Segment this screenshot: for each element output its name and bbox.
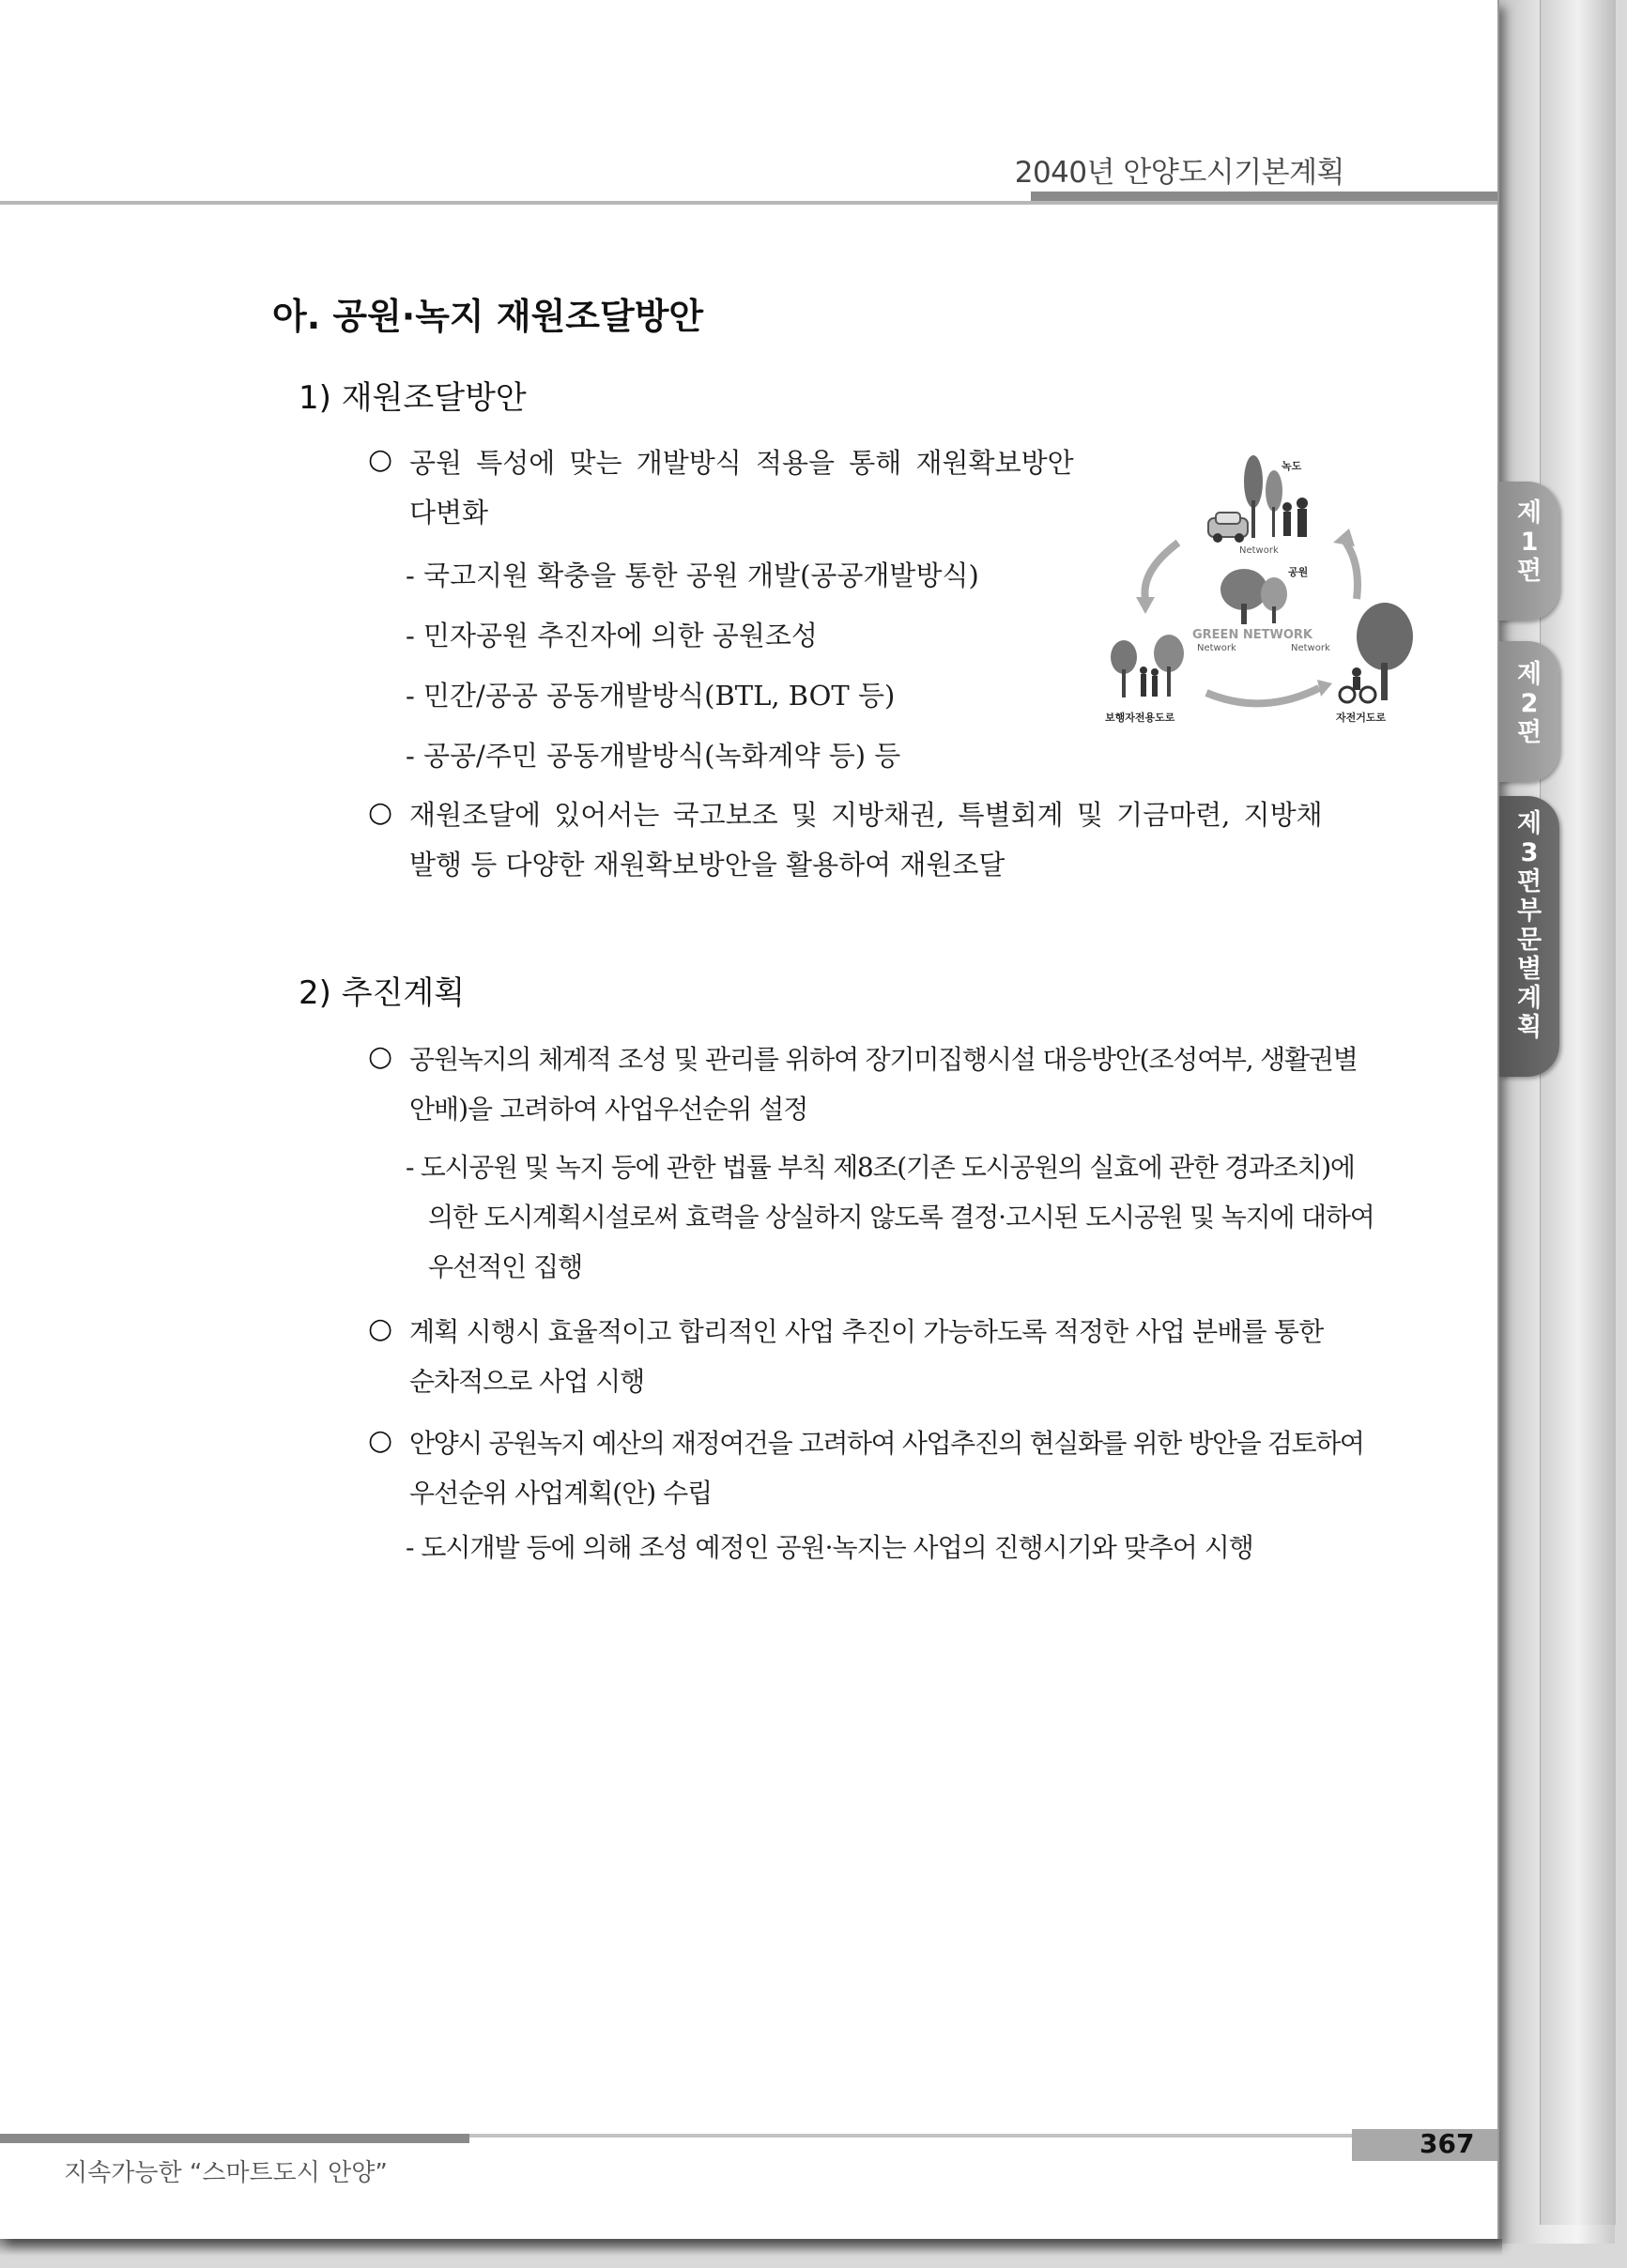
car-icon [1208, 513, 1248, 543]
paragraph: 공원 특성에 맞는 개발방식 적용을 통해 재원확보방안 다변화 [409, 447, 1074, 529]
arrow-bottom-icon [1206, 688, 1319, 703]
tab-part-2[interactable]: 제 2 편 [1499, 641, 1559, 782]
subsection-title-1: 1) 재원조달방안 [299, 379, 527, 417]
tab-part-3[interactable]: 제 3 편 부 문 별 계 획 [1499, 796, 1559, 1077]
bullet-symbol: ○ [368, 1040, 393, 1073]
footer-slogan: 지속가능한 “스마트도시 안양” [64, 2159, 388, 2187]
label-green-network: GREEN NETWORK [1192, 628, 1312, 642]
label-greenway: 녹도 [1282, 460, 1302, 472]
section-title: 아. 공원·녹지 재원조달방안 [272, 296, 704, 337]
dash-item: - 도시개발 등에 의해 조성 예정인 공원·녹지는 사업의 진행시기와 맞추어 시행 [406, 1532, 1253, 1563]
arrowhead-icon [1317, 680, 1332, 697]
header-rule [0, 201, 1497, 205]
tree-row-icon [1111, 635, 1184, 697]
bullet-symbol: ○ [368, 796, 393, 829]
dash-item: - 공공/주민 공동개발방식(녹화계약 등) 등 [406, 740, 901, 772]
label-network-top: Network [1239, 545, 1279, 556]
park-tree-icon [1220, 569, 1287, 624]
label-bicycle-road: 자전거도로 [1336, 712, 1387, 724]
label-park: 공원 [1288, 566, 1309, 578]
dash-item: - 민자공원 추진자에 의한 공원조성 [406, 620, 818, 651]
page-stack-edge [1540, 0, 1616, 2225]
paragraph: 공원녹지의 체계적 조성 및 관리를 위하여 장기미집행시설 대응방안(조성여부, 생활권별 안배)을 고려하여 사업우선순위 설정 [409, 1044, 1358, 1125]
bullet-symbol: ○ [368, 1424, 393, 1457]
page-bottom-shadow [0, 2239, 1502, 2256]
footer-accent-bar [0, 2134, 469, 2143]
label-network-left: Network [1197, 643, 1236, 653]
arrowhead-icon [1136, 597, 1155, 614]
label-network-right: Network [1291, 643, 1330, 653]
arrow-left-icon [1144, 543, 1178, 599]
arrowhead-icon [1333, 529, 1355, 546]
header-title: 2040년 안양도시기본계획 [1014, 156, 1344, 190]
bike-tree-icon [1340, 603, 1413, 702]
arrow-right-icon [1343, 538, 1358, 599]
dash-item: - 국고지원 확충을 통한 공원 개발(공공개발방식) [406, 559, 979, 591]
paragraph: 계획 시행시 효율적이고 합리적인 사업 추진이 가능하도록 적정한 사업 분배를 통한 순차적으로 사업 시행 [409, 1316, 1324, 1397]
people-icon [1282, 498, 1308, 537]
label-pedestrian-road: 보행자전용도로 [1105, 712, 1175, 724]
paragraph: 안양시 공원녹지 예산의 재정여건을 고려하여 사업추진의 현실화를 위한 방안을 검토하여 우선순위 사업계획(안) 수립 [409, 1428, 1364, 1509]
green-network-diagram [1103, 449, 1427, 735]
dash-item: - 민간/공공 공동개발방식(BTL, BOT 등) [406, 680, 896, 712]
header-accent-bar [1031, 192, 1497, 201]
bullet-symbol: ○ [368, 1312, 393, 1345]
bullet-symbol: ○ [368, 443, 393, 476]
tab-part-1[interactable]: 제 1 편 [1499, 482, 1559, 621]
tree-icon [1244, 455, 1282, 538]
paragraph: 재원조달에 있어서는 국고보조 및 지방채권, 특별회계 및 기금마련, 지방채 발행 등 다양한 재원확보방안을 활용하여 재원조달 [409, 799, 1323, 881]
subsection-title-2: 2) 추진계획 [299, 974, 466, 1012]
dash-paragraph: - 도시공원 및 녹지 등에 관한 법률 부칙 제8조(기존 도시공원의 실효에 관한 경과조치)에 의한 도시계획시설로써 효력을 상실하지 않도록 결정·고시된 도시공원 및 녹지에 대하여 우선적인 집행 [406, 1152, 1374, 1282]
page-number: 367 [1420, 2128, 1475, 2159]
